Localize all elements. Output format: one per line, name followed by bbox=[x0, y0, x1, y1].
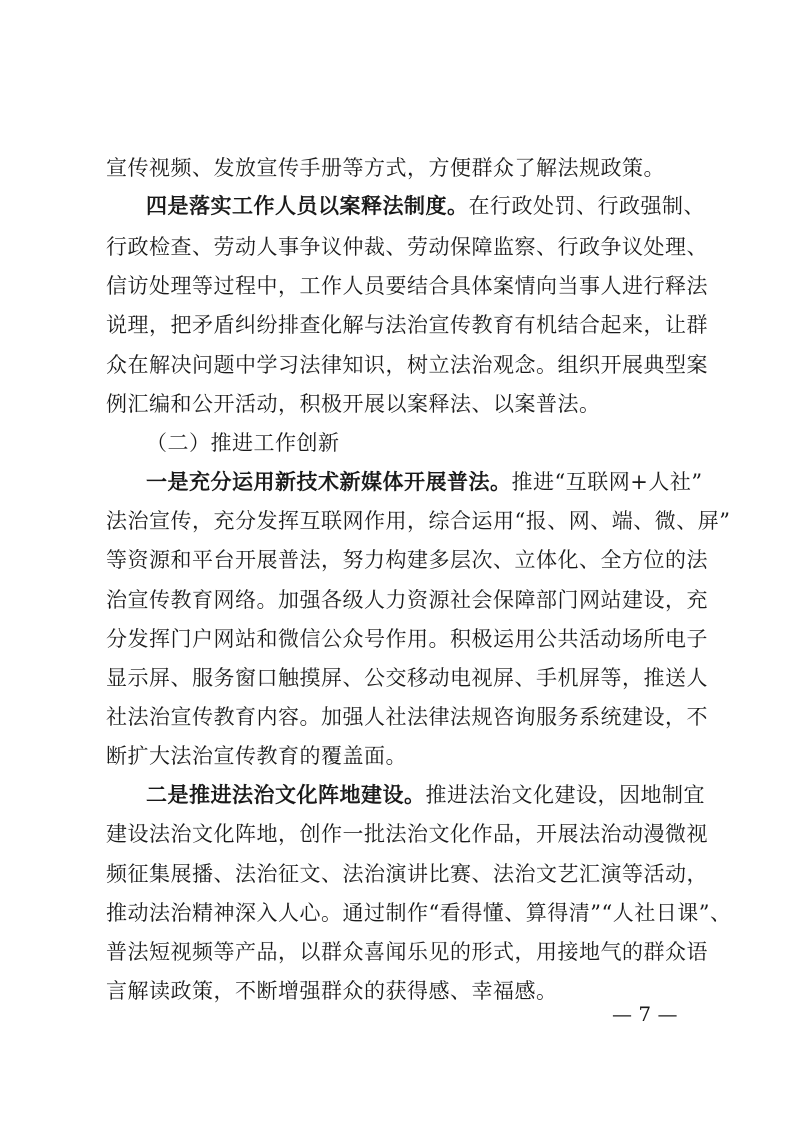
text-line bbox=[106, 938, 783, 966]
text-line bbox=[106, 820, 783, 848]
text-run: 信访处理等过程中，工作人员要结合具体案情向当事人进行释法 bbox=[106, 274, 708, 298]
text-run: 言解读政策，不断增强群众的获得感、幸福感。 bbox=[106, 979, 558, 1003]
text-run: 分发挥门户网站和微信公众号作用。积极运用公共活动场所电子 bbox=[106, 627, 708, 651]
text-run: 推进“互联网+人社” bbox=[511, 470, 703, 494]
text-line bbox=[106, 703, 783, 731]
text-line bbox=[106, 664, 783, 692]
text-line bbox=[106, 351, 783, 379]
text-line bbox=[146, 468, 783, 496]
bold-lead-phrase: 四是落实工作人员以案释法制度。 bbox=[146, 194, 469, 218]
text-run: 治宣传教育网络。加强各级人力资源社会保障部门网站建设，充 bbox=[106, 588, 708, 612]
text-line bbox=[146, 192, 783, 220]
text-line bbox=[146, 429, 783, 457]
text-run: 断扩大法治宣传教育的覆盖面。 bbox=[106, 744, 407, 768]
text-line bbox=[106, 154, 783, 182]
text-line bbox=[106, 272, 783, 300]
bold-lead-phrase: 二是推进法治文化阵地建设。 bbox=[146, 783, 426, 807]
text-line bbox=[106, 586, 783, 614]
text-line bbox=[106, 625, 783, 653]
text-run: 行政检查、劳动人事争议仲裁、劳动保障监察、行政争议处理、 bbox=[106, 235, 708, 259]
text-line bbox=[106, 311, 783, 339]
text-run: 众在解决问题中学习法律知识，树立法治观念。组织开展典型案 bbox=[106, 353, 708, 377]
text-line bbox=[146, 781, 783, 809]
text-line bbox=[106, 233, 783, 261]
text-run: 等资源和平台开展普法，努力构建多层次、立体化、全方位的法 bbox=[106, 548, 708, 572]
text-run: 例汇编和公开活动，积极开展以案释法、以案普法。 bbox=[106, 392, 601, 416]
text-run: 社法治宣传教育内容。加强人社法律法规咨询服务系统建设，不 bbox=[106, 705, 708, 729]
text-run: 宣传视频、发放宣传手册等方式，方便群众了解法规政策。 bbox=[106, 156, 665, 180]
text-run: 推进法治文化建设，因地制宜 bbox=[425, 783, 705, 807]
text-run: （二）推进工作创新 bbox=[146, 431, 340, 455]
text-run: 频征集展播、法治征文、法治演讲比赛、法治文艺汇演等活动， bbox=[106, 862, 708, 886]
text-run: 普法短视频等产品，以群众喜闻乐见的形式，用接地气的群众语 bbox=[106, 940, 708, 964]
bold-lead-phrase: 一是充分运用新技术新媒体开展普法。 bbox=[146, 470, 512, 494]
text-line bbox=[106, 390, 783, 418]
text-line bbox=[106, 899, 783, 927]
text-line bbox=[106, 546, 783, 574]
text-run: 在行政处罚、行政强制、 bbox=[468, 194, 705, 218]
text-line bbox=[106, 860, 783, 888]
text-run: 说理，把矛盾纠纷排查化解与法治宣传教育有机结合起来，让群 bbox=[106, 313, 708, 337]
text-run: 建设法治文化阵地，创作一批法治文化作品，开展法治动漫微视 bbox=[106, 822, 708, 846]
text-run: 推动法治精神深入人心。通过制作“看得懂、算得清”“人社日课”、 bbox=[106, 901, 732, 925]
text-run: 法治宣传，充分发挥互联网作用，综合运用“报、网、端、微、屏” bbox=[106, 509, 731, 533]
text-run: 显示屏、服务窗口触摸屏、公交移动电视屏、手机屏等，推送人 bbox=[106, 666, 708, 690]
page-number: — 7 — bbox=[612, 1002, 678, 1026]
text-line bbox=[106, 977, 783, 1005]
text-line bbox=[106, 742, 783, 770]
text-line bbox=[106, 507, 783, 535]
